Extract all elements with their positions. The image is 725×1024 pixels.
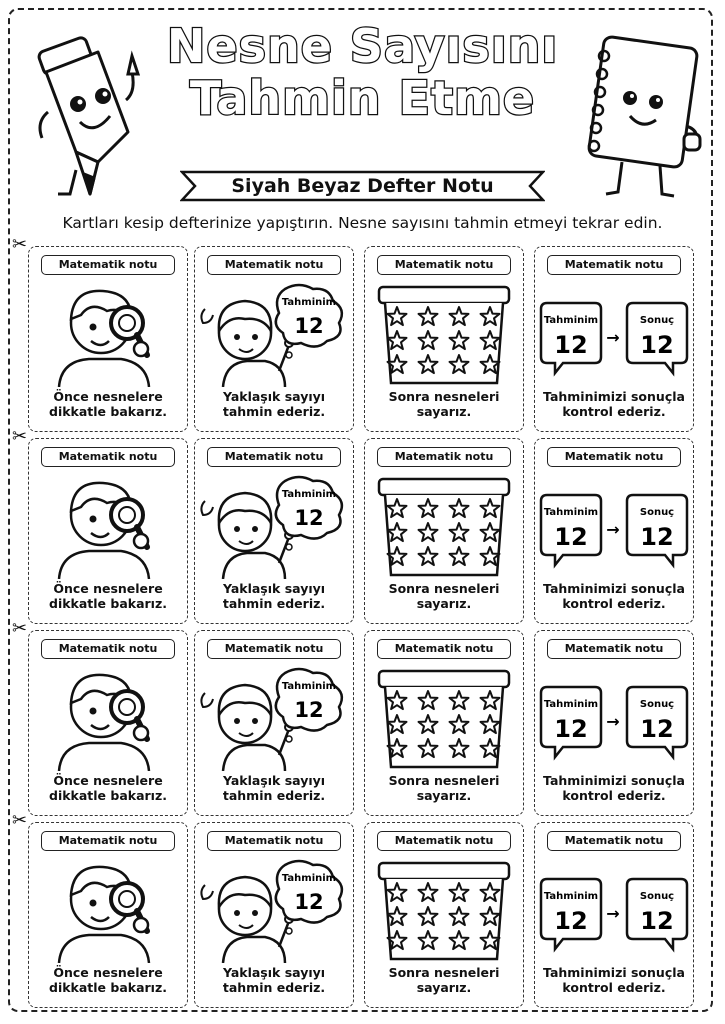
- caption-line: Önce nesnelere: [53, 965, 163, 980]
- caption-line: kontrol ederiz.: [562, 404, 666, 419]
- instruction-text: Kartları kesip defterinize yapıştırın. Nesne sayısını tahmin etmeyi tekrar edin.: [62, 214, 663, 232]
- card-caption: [537, 581, 691, 611]
- page-title: [140, 20, 585, 124]
- caption-line: sayarız.: [416, 788, 472, 803]
- card-caption: [537, 965, 691, 995]
- caption-line: Tahminimizi sonuçla: [543, 389, 685, 404]
- card-look: [28, 246, 188, 432]
- card-estimate: [194, 822, 354, 1008]
- card-estimate: [194, 630, 354, 816]
- caption-line: Sonra nesneleri: [388, 965, 500, 980]
- card-tag: Matematik notu: [207, 831, 341, 851]
- caption-line: Tahminimizi sonuçla: [543, 581, 685, 596]
- caption-line: tahmin ederiz.: [222, 596, 326, 611]
- card-estimate: [194, 438, 354, 624]
- card-check: [534, 630, 694, 816]
- card-caption: [367, 389, 521, 419]
- card-caption: [367, 581, 521, 611]
- caption-line: Tahminimizi sonuçla: [543, 773, 685, 788]
- card-caption: [367, 965, 521, 995]
- card-check: [534, 438, 694, 624]
- caption-line: tahmin ederiz.: [222, 980, 326, 995]
- guess-value: 12: [554, 715, 588, 743]
- girl-thinking-icon: [195, 471, 352, 579]
- bubble-label: Tahminim: [281, 297, 337, 308]
- caption-line: dikkatle bakarız.: [49, 404, 167, 419]
- guess-value: 12: [554, 523, 588, 551]
- boy-magnifier-icon: [29, 855, 186, 963]
- scissor-icon: ✂: [12, 618, 28, 639]
- boy-magnifier-icon: [29, 663, 186, 771]
- pencil-mascot-icon: [28, 22, 148, 202]
- card-caption: [537, 389, 691, 419]
- card-look: [28, 822, 188, 1008]
- card-check: [534, 246, 694, 432]
- caption-line: Yaklaşık sayıyı: [222, 581, 326, 596]
- title-line-1: Nesne Sayısını: [166, 19, 559, 73]
- caption-line: Önce nesnelere: [53, 773, 163, 788]
- card-tag: Matematik notu: [207, 639, 341, 659]
- card-look: [28, 438, 188, 624]
- subtitle: Siyah Beyaz Defter Notu: [231, 175, 494, 197]
- card-caption: [31, 581, 185, 611]
- arrow-icon: →: [606, 904, 620, 923]
- bubble-label: Tahminim: [281, 489, 337, 500]
- card-count: [364, 630, 524, 816]
- caption-line: Önce nesnelere: [53, 581, 163, 596]
- caption-line: Yaklaşık sayıyı: [222, 773, 326, 788]
- card-tag: Matematik notu: [207, 447, 341, 467]
- girl-thinking-icon: [195, 279, 352, 387]
- caption-line: tahmin ederiz.: [222, 404, 326, 419]
- card-caption: [197, 581, 351, 611]
- star-basket-icon: [365, 279, 522, 387]
- card-tag: Matematik notu: [547, 447, 681, 467]
- guess-label: Tahminim: [543, 315, 599, 326]
- compare-bubbles: [535, 663, 692, 771]
- card-tag: Matematik notu: [547, 639, 681, 659]
- bubble-value: 12: [294, 506, 324, 530]
- caption-line: kontrol ederiz.: [562, 596, 666, 611]
- card-caption: [197, 389, 351, 419]
- girl-thinking-icon: [195, 855, 352, 963]
- card-check: [534, 822, 694, 1008]
- arrow-icon: →: [606, 520, 620, 539]
- scissor-icon: ✂: [12, 426, 28, 447]
- result-label: Sonuç: [639, 699, 675, 710]
- card-row: [28, 246, 702, 434]
- card-look: [28, 630, 188, 816]
- result-label: Sonuç: [639, 891, 675, 902]
- card-count: [364, 438, 524, 624]
- card-tag: Matematik notu: [377, 255, 511, 275]
- card-tag: Matematik notu: [41, 639, 175, 659]
- caption-line: kontrol ederiz.: [562, 788, 666, 803]
- card-row: [28, 822, 702, 1010]
- subtitle-ribbon: [180, 166, 545, 206]
- card-tag: Matematik notu: [377, 831, 511, 851]
- card-tag: Matematik notu: [41, 831, 175, 851]
- card-caption: [197, 965, 351, 995]
- card-caption: [31, 965, 185, 995]
- result-label: Sonuç: [639, 315, 675, 326]
- caption-line: kontrol ederiz.: [562, 980, 666, 995]
- bubble-value: 12: [294, 314, 324, 338]
- card-tag: Matematik notu: [547, 255, 681, 275]
- result-label: Sonuç: [639, 507, 675, 518]
- caption-line: sayarız.: [416, 404, 472, 419]
- star-basket-icon: [365, 663, 522, 771]
- caption-line: dikkatle bakarız.: [49, 788, 167, 803]
- card-caption: [31, 389, 185, 419]
- caption-line: sayarız.: [416, 596, 472, 611]
- guess-label: Tahminim: [543, 699, 599, 710]
- guess-label: Tahminim: [543, 507, 599, 518]
- caption-line: dikkatle bakarız.: [49, 980, 167, 995]
- card-estimate: [194, 246, 354, 432]
- guess-label: Tahminim: [543, 891, 599, 902]
- card-count: [364, 822, 524, 1008]
- caption-line: Yaklaşık sayıyı: [222, 965, 326, 980]
- card-tag: Matematik notu: [207, 255, 341, 275]
- card-tag: Matematik notu: [547, 831, 681, 851]
- bubble-label: Tahminim: [281, 681, 337, 692]
- title-line-2: Tahmin Etme: [189, 71, 536, 125]
- caption-line: sayarız.: [416, 980, 472, 995]
- result-value: 12: [640, 331, 674, 359]
- result-value: 12: [640, 523, 674, 551]
- card-count: [364, 246, 524, 432]
- card-caption: [367, 773, 521, 803]
- caption-line: Önce nesnelere: [53, 389, 163, 404]
- card-tag: Matematik notu: [377, 447, 511, 467]
- card-row: [28, 630, 702, 818]
- notebook-mascot-icon: [578, 34, 708, 206]
- scissor-icon: ✂: [12, 234, 28, 255]
- girl-thinking-icon: [195, 663, 352, 771]
- card-caption: [197, 773, 351, 803]
- caption-line: Sonra nesneleri: [388, 389, 500, 404]
- bubble-value: 12: [294, 890, 324, 914]
- guess-value: 12: [554, 331, 588, 359]
- caption-line: dikkatle bakarız.: [49, 596, 167, 611]
- bubble-label: Tahminim: [281, 873, 337, 884]
- compare-bubbles: [535, 855, 692, 963]
- card-caption: [537, 773, 691, 803]
- arrow-icon: →: [606, 712, 620, 731]
- card-tag: Matematik notu: [41, 255, 175, 275]
- star-basket-icon: [365, 855, 522, 963]
- arrow-icon: →: [606, 328, 620, 347]
- card-tag: Matematik notu: [41, 447, 175, 467]
- caption-line: Tahminimizi sonuçla: [543, 965, 685, 980]
- result-value: 12: [640, 907, 674, 935]
- compare-bubbles: [535, 471, 692, 579]
- compare-bubbles: [535, 279, 692, 387]
- result-value: 12: [640, 715, 674, 743]
- card-caption: [31, 773, 185, 803]
- guess-value: 12: [554, 907, 588, 935]
- star-basket-icon: [365, 471, 522, 579]
- bubble-value: 12: [294, 698, 324, 722]
- boy-magnifier-icon: [29, 471, 186, 579]
- card-row: [28, 438, 702, 626]
- scissor-icon: ✂: [12, 810, 28, 831]
- caption-line: tahmin ederiz.: [222, 788, 326, 803]
- caption-line: Sonra nesneleri: [388, 773, 500, 788]
- caption-line: Yaklaşık sayıyı: [222, 389, 326, 404]
- card-tag: Matematik notu: [377, 639, 511, 659]
- boy-magnifier-icon: [29, 279, 186, 387]
- caption-line: Sonra nesneleri: [388, 581, 500, 596]
